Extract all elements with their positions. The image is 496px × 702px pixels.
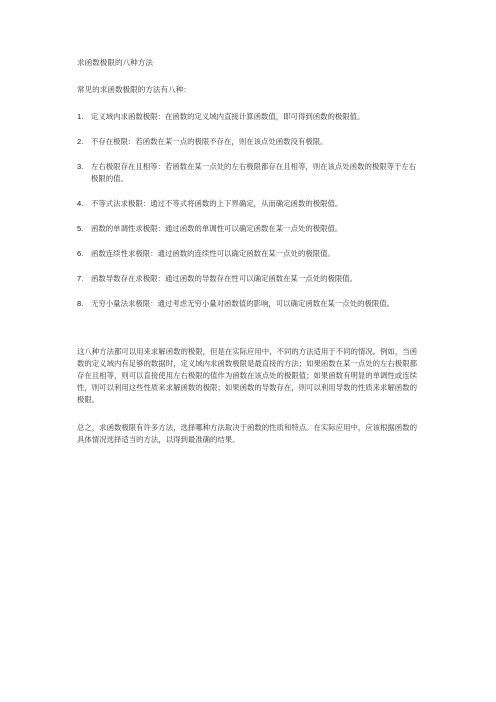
list-item-number: 6.	[77, 249, 84, 258]
list-item	[77, 198, 422, 210]
list-item	[77, 136, 422, 148]
list-item-text: 函数的单调性求极限：通过函数的单调性可以确定函数在某一点处的极限值。	[91, 224, 343, 233]
list-item	[77, 273, 422, 285]
list-item-number: 4.	[77, 199, 84, 208]
document-title: 求函数极限的八种方法	[77, 58, 153, 67]
list-item	[77, 161, 422, 185]
list-item-text: 无穷小量法求极限：通过考虑无穷小量对函数值的影响，可以确定函数在某一点处的极限值。	[91, 299, 395, 308]
list-item-text: 函数连续性求极限：通过函数的连续性可以确定函数在某一点处的极限值。	[91, 249, 335, 258]
list-item-text: 不存在极限：若函数在某一点的极限不存在，则在该点处函数没有极限。	[91, 137, 328, 146]
list-item	[77, 223, 422, 235]
list-item-number: 8.	[77, 299, 84, 308]
list-item	[77, 298, 422, 310]
list-item-text: 定义域内求函数极限：在函数的定义域内直接计算函数值，即可得到函数的极限值。	[91, 112, 365, 121]
list-item	[77, 248, 422, 260]
list-item-number: 3.	[77, 162, 84, 171]
intro-text: 常见的求函数极限的方法有八种：	[77, 85, 191, 94]
list-item-text: 不等式法求极限：通过不等式将函数的上下界确定，从而确定函数的极限值。	[91, 199, 343, 208]
list-item-text: 函数导数存在求极限：通过函数的导数存在性可以确定函数在某一点处的极限值。	[91, 274, 358, 283]
list-item-number: 5.	[77, 224, 84, 233]
list-item-number: 2.	[77, 137, 84, 146]
conclusion-paragraph: 总之，求函数极限有许多方法，选择哪种方法取决于函数的性质和特点。在实际应用中，应该根据函数的具体情况选择适当的方法，以得到最准确的结果。	[77, 423, 417, 444]
methods-list	[77, 111, 422, 323]
list-item-text: 左右极限存在且相等：若函数在某一点处的左右极限都存在且相等，则在该点处函数的极限等于左右极限的值。	[91, 162, 417, 183]
explanation-paragraph: 这八种方法都可以用来求解函数的极限，但是在实际应用中，不同的方法适用于不同的情况。例如，当函数的定义域内有足够的数据时，定义域内求函数极限是最直接的方法；如果函数在某一点处的左右极限都存在且相等，则可以直接使用左右极限的值作为函数在该点处的极限值；如果函数有明显的单调性或连续性，则可以利用这些性质来求解函数的极限；如果函数的导数存在，则可以利用导数的性质来求解函数的极限。	[77, 347, 417, 404]
list-item-number: 1.	[77, 112, 84, 121]
list-item-number: 7.	[77, 274, 84, 283]
list-item	[77, 111, 422, 123]
